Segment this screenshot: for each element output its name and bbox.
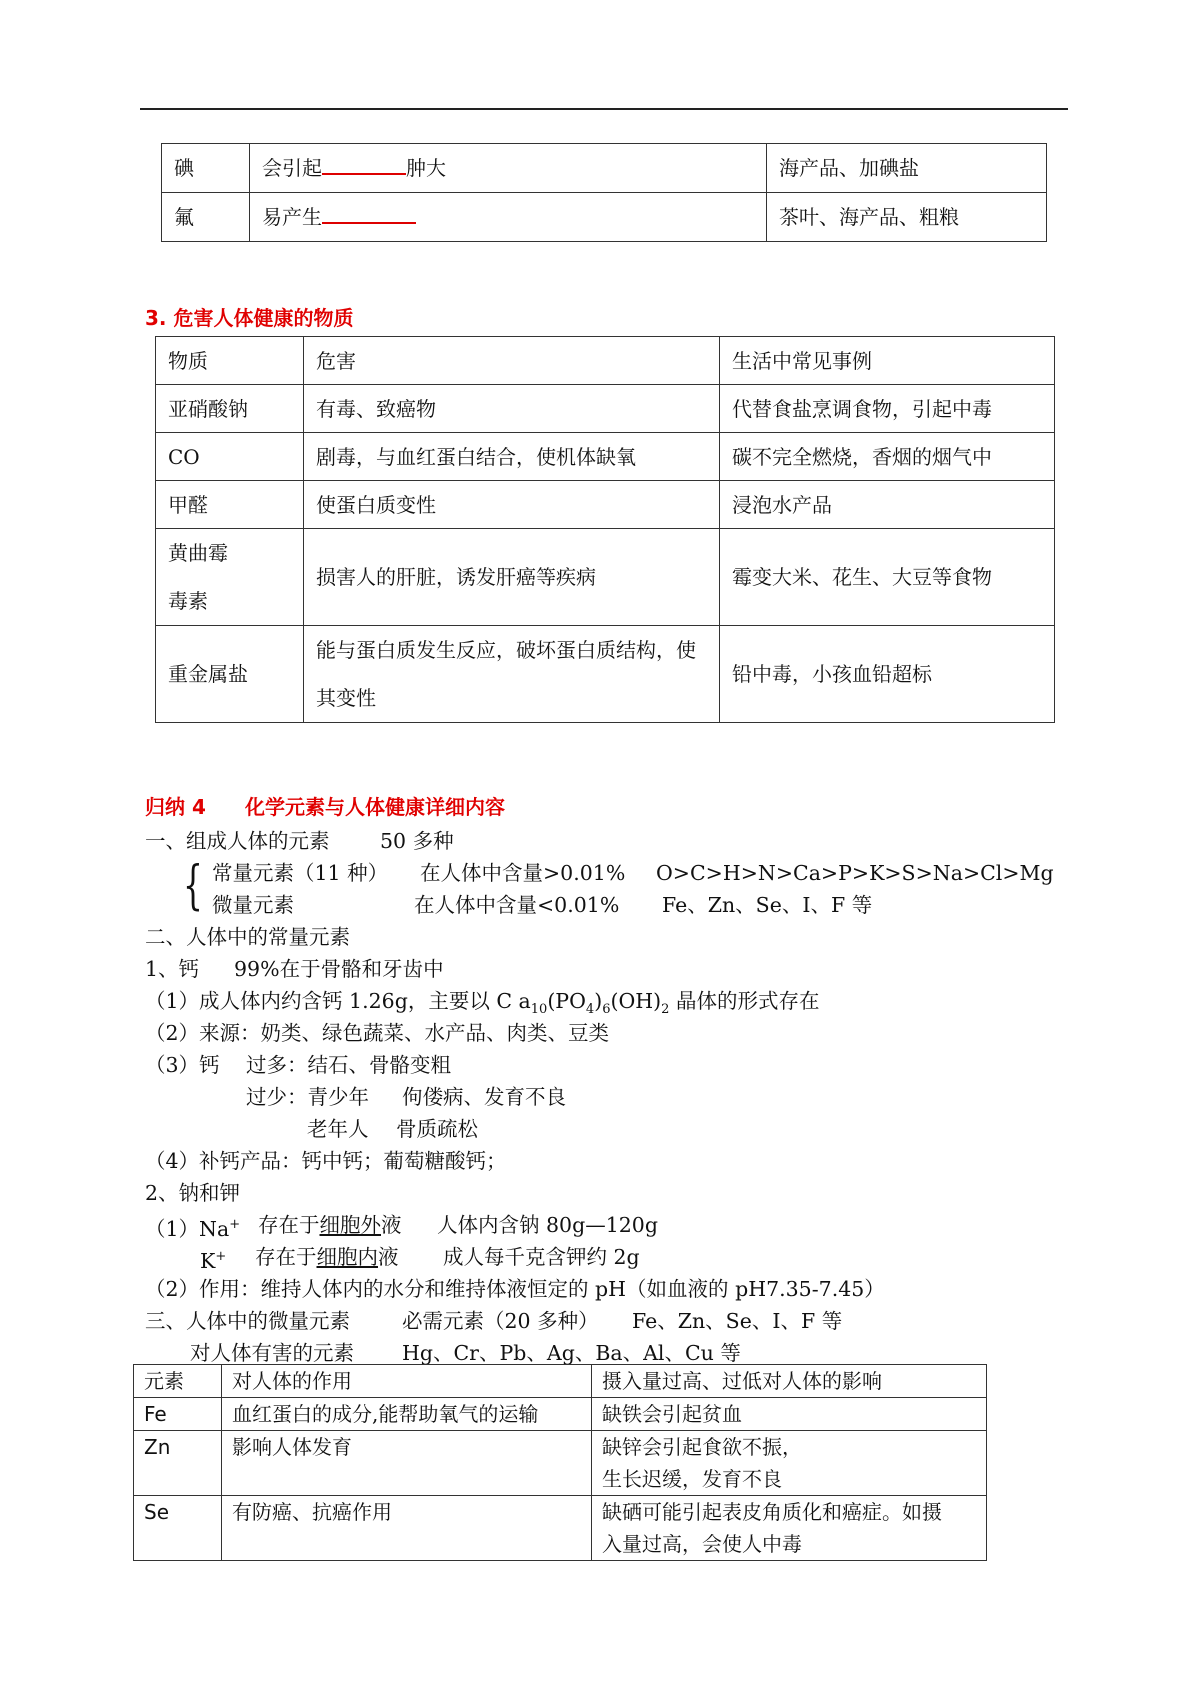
text-line: （3）钙 — [145, 1053, 220, 1077]
harm-cell: 有毒、致癌物 — [304, 385, 720, 433]
table-row — [134, 1496, 987, 1561]
text-line: （4）补钙产品：钙中钙；葡萄糖酸钙； — [145, 1149, 507, 1173]
text-line: K+ — [200, 1248, 227, 1273]
table-header-row — [134, 1365, 987, 1398]
role-cell: 血红蛋白的成分,能帮助氧气的运输 — [222, 1398, 592, 1431]
text-line: 1、钙 — [145, 957, 200, 981]
text-line: （2）来源：奶类、绿色蔬菜、水产品、肉类、豆类 — [145, 1021, 610, 1045]
text-line: 微量元素 — [212, 893, 294, 917]
effect-cell: 缺铁会引起贫血 — [592, 1398, 987, 1431]
text-line: 老年人 — [307, 1117, 369, 1141]
section-heading-title: 化学元素与人体健康详细内容 — [245, 795, 505, 819]
harmful-substances-table — [155, 336, 1055, 723]
text-line: Fe、Zn、Se、I、F 等 — [632, 1309, 843, 1333]
column-header: 摄入量过高、过低对人体的影响 — [592, 1365, 987, 1398]
column-header: 生活中常见事例 — [720, 337, 1055, 385]
text-line: 骨质疏松 — [396, 1117, 478, 1141]
table-row — [156, 433, 1055, 481]
column-header: 危害 — [304, 337, 720, 385]
table-header-row — [156, 337, 1055, 385]
substance-cell: 黄曲霉 毒素 — [156, 529, 304, 626]
table-row — [134, 1398, 987, 1431]
text-line: 对人体有害的元素 — [190, 1341, 354, 1365]
example-cell: 霉变大米、花生、大豆等食物 — [720, 529, 1055, 626]
text-line: 50 多种 — [380, 829, 454, 853]
text-line: 99%在于骨骼和牙齿中 — [234, 957, 444, 981]
text-line: Hg、Cr、Pb、Ag、Ba、Al、Cu 等 — [402, 1341, 741, 1365]
table-row — [162, 193, 1047, 242]
text-line: （1）Na+ — [145, 1216, 241, 1241]
text-line: O>C>H>N>Ca>P>K>S>Na>Cl>Mg — [656, 861, 1054, 885]
element-cell: 碘 — [162, 144, 250, 193]
example-cell: 代替食盐烹调食物，引起中毒 — [720, 385, 1055, 433]
text-line: 常量元素（11 种） — [212, 861, 389, 885]
effect-cell: 缺硒可能引起表皮角质化和癌症。如摄 入量过高，会使人中毒 — [592, 1496, 987, 1561]
substance-cell: CO — [156, 433, 304, 481]
substance-cell: 重金属盐 — [156, 626, 304, 723]
header-rule — [140, 108, 1068, 110]
table-row — [156, 529, 1055, 626]
text-line: Fe、Zn、Se、I、F 等 — [662, 893, 873, 917]
trace-element-effects-table — [133, 1364, 987, 1561]
text-line: 成人每千克含钾约 2g — [443, 1245, 640, 1269]
text-line: 在人体中含量>0.01% — [420, 861, 626, 885]
example-cell: 浸泡水产品 — [720, 481, 1055, 529]
substance-cell: 亚硝酸钠 — [156, 385, 304, 433]
harm-cell: 剧毒，与血红蛋白结合，使机体缺氧 — [304, 433, 720, 481]
text-line: 存在于细胞内液 — [255, 1245, 399, 1269]
text-line: 人体内含钠 80g—120g — [437, 1213, 658, 1237]
element-cell: Fe — [134, 1398, 222, 1431]
effect-cell: 缺锌会引起食欲不振， 生长迟缓，发育不良 — [592, 1431, 987, 1496]
role-cell: 有防癌、抗癌作用 — [222, 1496, 592, 1561]
column-header: 物质 — [156, 337, 304, 385]
text-line: 三、人体中的微量元素 — [145, 1309, 350, 1333]
harm-cell: 能与蛋白质发生反应，破坏蛋白质结构，使 其变性 — [304, 626, 720, 723]
text-line: 必需元素（20 多种） — [402, 1309, 599, 1333]
text-line: 过多：结石、骨骼变粗 — [246, 1053, 451, 1077]
text-line: 2、钠和钾 — [145, 1181, 241, 1205]
text-line: 二、人体中的常量元素 — [145, 925, 350, 949]
trace-element-table-continued — [161, 143, 1047, 242]
substance-cell: 甲醛 — [156, 481, 304, 529]
column-header: 对人体的作用 — [222, 1365, 592, 1398]
effect-cell: 易产生 — [250, 193, 767, 242]
column-header: 元素 — [134, 1365, 222, 1398]
source-cell: 海产品、加碘盐 — [767, 144, 1047, 193]
source-cell: 茶叶、海产品、粗粮 — [767, 193, 1047, 242]
text-line: 在人体中含量<0.01% — [414, 893, 620, 917]
element-cell: 氟 — [162, 193, 250, 242]
harm-cell: 损害人的肝脏，诱发肝癌等疾病 — [304, 529, 720, 626]
table-row — [156, 481, 1055, 529]
example-cell: 铅中毒，小孩血铅超标 — [720, 626, 1055, 723]
text-line: 存在于细胞外液 — [258, 1213, 402, 1237]
harm-cell: 使蛋白质变性 — [304, 481, 720, 529]
table-row — [134, 1431, 987, 1496]
table-row — [156, 626, 1055, 723]
left-brace: { — [183, 856, 203, 916]
element-cell: Se — [134, 1496, 222, 1561]
fill-blank[interactable] — [322, 202, 416, 224]
text-line: 一、组成人体的元素 — [145, 829, 330, 853]
text-line: （1）成人体内约含钙 1.26g，主要以 C $a_{10}(PO_4)_6(OH)_2$ 晶体的形式存在 — [145, 989, 820, 1018]
text-line: 过少：青少年 — [246, 1085, 369, 1109]
text-line: 佝偻病、发育不良 — [402, 1085, 566, 1109]
section-heading: 3. 危害人体健康的物质 — [145, 306, 354, 330]
table-row — [162, 144, 1047, 193]
example-cell: 碳不完全燃烧，香烟的烟气中 — [720, 433, 1055, 481]
fill-blank[interactable] — [322, 153, 406, 175]
table-row — [156, 385, 1055, 433]
text-line: （2）作用：维持人体内的水分和维持体液恒定的 pH（如血液的 pH7.35-7.45） — [145, 1277, 885, 1301]
section-heading-label: 归纳 4 — [145, 795, 206, 819]
effect-cell: 会引起 肿大 — [250, 144, 767, 193]
role-cell: 影响人体发育 — [222, 1431, 592, 1496]
element-cell: Zn — [134, 1431, 222, 1496]
